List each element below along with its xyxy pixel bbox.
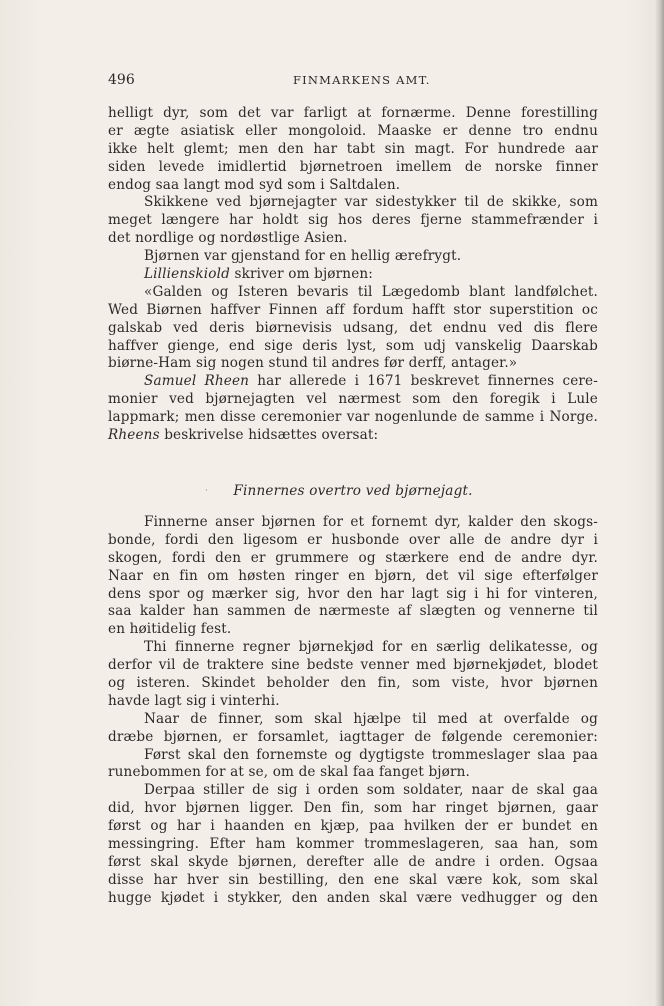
text-line: Naar de finner, som skal hjælpe til med at overfalde og	[144, 710, 598, 727]
quote-line: haffver gienge, end sige deris lyst, som udj vanskelig Daarskab	[108, 337, 598, 354]
text-line: monier ved bjørnejagten vel nærmest som den foregik i Lule	[108, 391, 598, 408]
text-line: skogen, fordi den er grummere og stærkere end de andre dyr.	[108, 549, 598, 566]
text-line	[108, 427, 598, 445]
author-name: Rheens	[108, 427, 160, 444]
text-line: messingring. Efter ham kommer trommeslageren, saa han, som	[108, 836, 598, 853]
text-line: Naar en fin om høsten ringer en bjørn, det vil sige efterfølger	[108, 567, 598, 584]
page-number: 496	[108, 72, 135, 88]
text-fragment: beskrivelse hidsættes oversat:	[159, 427, 379, 444]
author-name: Samuel Rheen	[144, 373, 250, 390]
text-line: did, hvor bjørnen ligger. Den fin, som har ringet bjørnen, gaar	[108, 800, 598, 817]
text-line: Thi finnerne regner bjørnekjød for en særlig delikatesse, og	[144, 639, 598, 656]
author-name: Lillienskiold	[144, 266, 230, 283]
text-line: Først skal den fornemste og dygtigste trommeslager slaa paa	[144, 746, 598, 763]
text-line: meget længere har holdt sig hos deres fjerne stammefrænder i	[108, 212, 598, 229]
text-line: derfor vil de traktere sine bedste venner med bjørnekjødet, blodet	[108, 657, 598, 674]
text-line: hugge kjødet i stykker, den anden skal være vedhugger og den	[108, 889, 598, 906]
section-heading: Finnernes overtro ved bjørnejagt.	[233, 483, 473, 499]
quote-line: Wed Biørnen haffver Finnen aff fordum hafft stor superstition oc	[108, 301, 598, 318]
text-line: siden levede imidlertid bjørnetroen imellem de norske finner	[108, 158, 598, 175]
text-line: er ægte asiatisk eller mongoloid. Maaske er denne tro endnu	[108, 122, 598, 139]
text-block-intro	[108, 105, 598, 445]
text-block-main	[108, 514, 598, 908]
running-head	[108, 72, 598, 92]
running-title: FINMARKENS AMT.	[293, 73, 431, 87]
text-line: Bjørnen var gjenstand for en hellig ærefrygt.	[144, 248, 462, 265]
text-line: dens spor og mærker sig, hvor den har lagt sig i hi for vinteren,	[108, 585, 598, 602]
quote-line: «Galden og Isteren bevaris til Lægedomb blant landfølchet.	[144, 283, 598, 300]
text-line: dræbe bjørnen, er forsamlet, iagttager de følgende ceremonier:	[108, 728, 598, 745]
text-fragment: skriver om bjørnen:	[229, 266, 374, 283]
text-line: og isteren. Skindet beholder den fin, som viste, hvor bjørnen	[108, 675, 598, 692]
text-line: Skikkene ved bjørnejagter var sidestykker til de skikke, som	[144, 194, 598, 211]
text-line: endog saa langt mod syd som i Saltdalen.	[108, 176, 401, 193]
text-line: runebommen for at se, om de skal faa fanget bjørn.	[108, 764, 471, 781]
text-line: det nordlige og nordøstlige Asien.	[108, 230, 348, 247]
text-line: Finnerne anser bjørnen for et fornemt dyr, kalder den skogs-	[144, 514, 598, 530]
quote-line: galskab ved deris biørnevisis udsang, det endnu ved dis flere	[108, 319, 598, 336]
text-line: havde lagt sig i vinterhi.	[108, 692, 280, 709]
page-edge-shadow	[655, 0, 664, 1006]
text-line: disse har hver sin bestilling, den ene skal være kok, som skal	[108, 871, 598, 888]
text-line: Derpaa stiller de sig i orden som soldater, naar de skal gaa	[144, 782, 598, 799]
bullet-icon: ·	[205, 486, 208, 496]
text-line	[108, 373, 598, 391]
quote-line: biørne-Ham sig nogen stund til andres før derff, antager.»	[108, 355, 518, 372]
text-line: først og har i haanden en kjæp, paa hvilken der er bundet en	[108, 818, 598, 835]
text-fragment: har allerede i 1671 beskrevet finnernes cere-	[249, 373, 598, 390]
text-line	[108, 266, 598, 284]
text-line: først skal skyde bjørnen, derefter alle de andre i orden. Ogsaa	[108, 853, 598, 870]
text-line: bonde, fordi den ligesom er husbonde over alle de andre dyr i	[108, 531, 598, 548]
text-line: ikke helt glemt; men den har tabt sin magt. For hundrede aar	[108, 140, 598, 157]
text-line: lappmark; men disse ceremonier var nogenlunde de samme i Norge.	[108, 409, 598, 426]
text-line: en høitidelig fest.	[108, 621, 232, 638]
text-line: saa kalder han sammen de nærmeste af slægten og vennerne til	[108, 603, 598, 620]
text-line: helligt dyr, som det var farligt at fornærme. Denne forestilling	[108, 105, 598, 121]
